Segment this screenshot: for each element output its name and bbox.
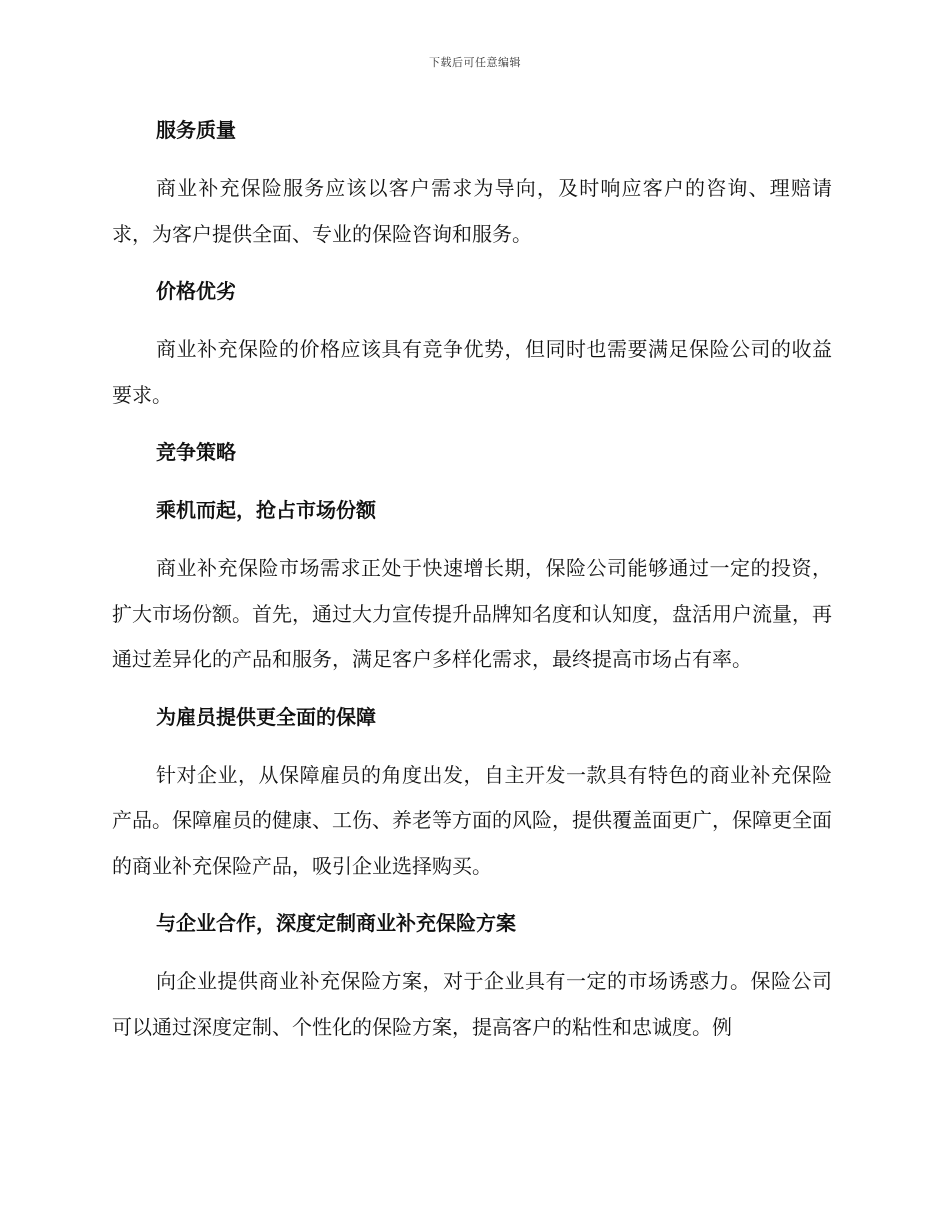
subheading-employee-protection: 为雇员提供更全面的保障 [156, 704, 376, 729]
section-heading-service-quality: 服务质量 [156, 118, 236, 142]
subheading-enterprise-cooperation: 与企业合作，深度定制商业补充保险方案 [156, 911, 516, 935]
subheading-seize-market-share: 乘机而起，抢占市场份额 [156, 498, 376, 522]
paragraph-enterprise-cooperation: 向企业提供商业补充保险方案，对于企业具有一定的市场诱惑力。保险公司可以通过深度定制、个性化的保险方案，提高客户的粘性和忠诚度。例 [112, 969, 832, 1039]
paragraph-employee-protection: 针对企业，从保障雇员的角度出发，自主开发一款具有特色的商业补充保险产品。保障雇员的健康、工伤、养老等方面的风险，提供覆盖面更广，保障更全面的商业补充保险产品，吸引企业选择购买。 [112, 762, 832, 878]
section-heading-competitive-strategy: 竞争策略 [156, 440, 236, 464]
document-body [112, 108, 832, 1050]
page-header: 下载后可任意编辑 [429, 56, 521, 69]
paragraph-price: 商业补充保险的价格应该具有竞争优势，但同时也需要满足保险公司的收益要求。 [112, 337, 832, 407]
paragraph-service-quality: 商业补充保险服务应该以客户需求为导向，及时响应客户的咨询、理赔请求，为客户提供全面、专业的保险咨询和服务。 [112, 176, 832, 246]
paragraph-seize-market-share: 商业补充保险市场需求正处于快速增长期，保险公司能够通过一定的投资，扩大市场份额。首先，通过大力宣传提升品牌知名度和认知度，盘活用户流量，再通过差异化的产品和服务，满足客户多样化需求，最终提高市场占有率。 [112, 556, 832, 671]
section-heading-price: 价格优劣 [156, 279, 236, 303]
